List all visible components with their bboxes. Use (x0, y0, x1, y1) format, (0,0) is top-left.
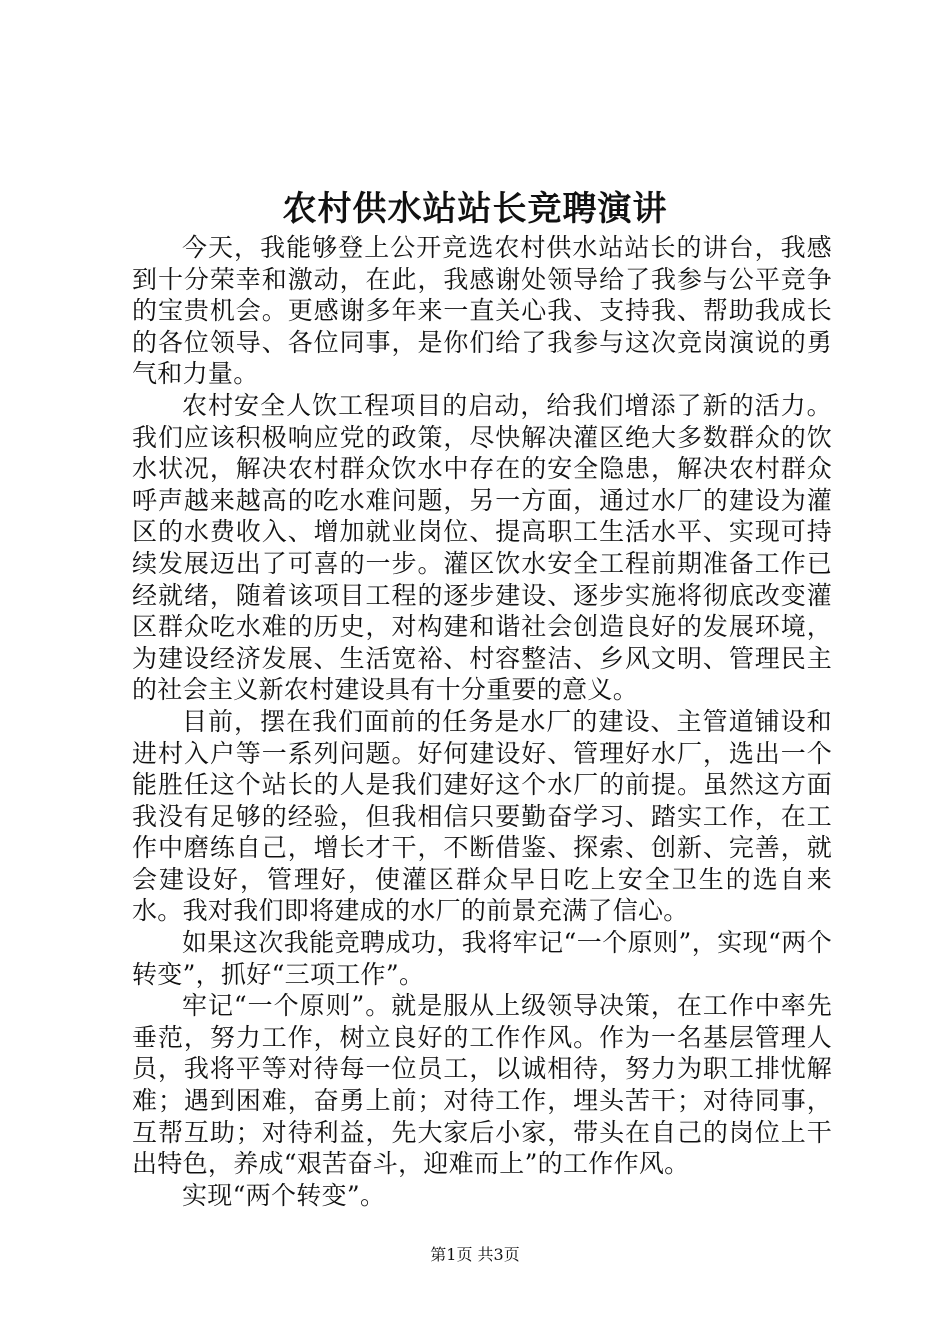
paragraph-project-background: 农村安全人饮工程项目的启动，给我们增添了新的活力。我们应该积极响应党的政策，尽快解决灌区绝大多数群众的饮水状况，解决农村群众饮水中存在的安全隐患，解决农村群众呼声越来越高的吃水难问题，另一方面，通过水厂的建设为灌区的水费收入、增加就业岗位、提高职工生活水平、实现可持续发展迈出了可喜的一步。灌区饮水安全工程前期准备工作已经就绪，随着该项目工程的逐步建设、逐步实施将彻底改变灌区群众吃水难的历史，对构建和谐社会创造良好的发展环境，为建设经济发展、生活宽裕、村容整洁、乡风文明、管理民主的社会主义新农村建设具有十分重要的意义。 (132, 390, 832, 705)
paragraph-two-transformations: 实现“两个转变”。 (182, 1180, 386, 1210)
document-title: 农村供水站站长竞聘演讲 (282, 189, 668, 229)
paragraph-opening: 今天，我能够登上公开竞选农村供水站站长的讲台，我感到十分荣幸和激动，在此，我感谢处领导给了我参与公平竞争的宝贵机会。更感谢多年来一直关心我、支持我、帮助我成长的各位领导、各位同事，是你们给了我参与这次竞岗演说的勇气和力量。 (132, 233, 832, 389)
paragraph-current-tasks: 目前，摆在我们面前的任务是水厂的建设、主管道铺设和进村入户等一系列问题。好何建设好、管理好水厂，选出一个能胜任这个站长的人是我们建好这个水厂的前提。虽然这方面我没有足够的经验，但我相信只要勤奋学习、踏实工作，在工作中磨练自己，增长才干，不断借鉴、探索、创新、完善，就会建设好，管理好，使灌区群众早日吃上安全卫生的选自来水。我对我们即将建成的水厂的前景充满了信心。 (132, 706, 832, 926)
document-body (132, 232, 832, 1211)
page-number-footer: 第1页 共3页 (430, 1245, 520, 1264)
paragraph-commitments: 如果这次我能竞聘成功，我将牢记“一个原则”，实现“两个转变”，抓好“三项工作”。 (132, 928, 832, 989)
paragraph-one-principle: 牢记“一个原则”。就是服从上级领导决策，在工作中率先垂范，努力工作，树立良好的工作作风。作为一名基层管理人员，我将平等对待每一位员工，以诚相待，努力为职工排忧解难；遇到困难，奋勇上前；对待工作，埋头苦干；对待同事，互帮互助；对待利益，先大家后小家，带头在自己的岗位上干出特色，养成“艰苦奋斗，迎难而上”的工作作风。 (132, 991, 832, 1179)
